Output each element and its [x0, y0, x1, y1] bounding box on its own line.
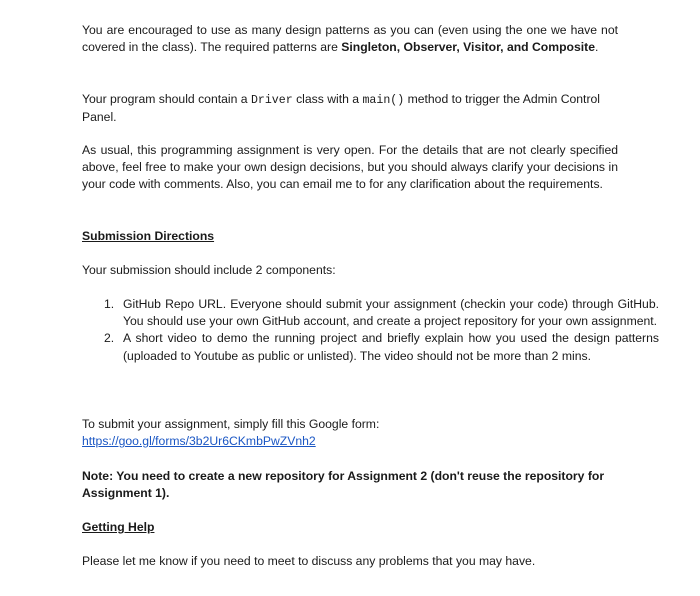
open-assignment-paragraph: As usual, this programming assignment is very open. For the details that are not clearly specified above, feel free to make your own design decisions, but you should always clarify your decisions in your code with comments. Also, you can email me to for any clarification about the requirements.	[82, 143, 618, 192]
list-item	[104, 296, 659, 330]
driver-text-1: Your program should contain a	[82, 92, 251, 106]
submission-list	[82, 296, 659, 365]
form-paragraph	[82, 416, 618, 450]
list-item-text: A short video to demo the running project and briefly explain how you used the design patterns (uploaded to Youtube as public or unlisted). The video should not be more than 2 mins.	[123, 331, 659, 363]
required-patterns: Singleton, Observer, Visitor, and Composite	[341, 40, 595, 55]
list-item-number: 2.	[104, 331, 115, 346]
note-paragraph: Note: You need to create a new repository for Assignment 2 (don't reuse the repository for Assignment 1).	[82, 469, 605, 501]
main-method-code: main()	[362, 94, 405, 107]
list-item	[104, 330, 659, 364]
intro-paragraph	[82, 22, 618, 56]
driver-paragraph	[82, 91, 618, 126]
list-item-number: 1.	[104, 297, 115, 311]
driver-class-code: Driver	[250, 94, 293, 107]
list-item-text: GitHub Repo URL. Everyone should submit your assignment (checkin your code) through GitHub. You should use your own GitHub account, and create a project repository for your own assignment.	[123, 297, 659, 329]
submission-intro: Your submission should include 2 components:	[82, 263, 336, 277]
getting-help-heading: Getting Help	[82, 520, 155, 534]
form-text: To submit your assignment, simply fill this Google form:	[82, 417, 380, 431]
help-paragraph: Please let me know if you need to meet to discuss any problems that you may have.	[82, 554, 536, 568]
driver-text-2: class with a	[292, 92, 363, 106]
google-form-link[interactable]: https://goo.gl/forms/3b2Ur6CKmbPwZVnh2	[82, 434, 316, 449]
driver-text-3: method to trigger the Admin Control Panel.	[82, 92, 600, 125]
submission-heading: Submission Directions	[82, 229, 215, 243]
intro-period: .	[594, 40, 599, 55]
intro-text: You are encouraged to use as many design patterns as you can (even using the one we have not covered in the class). The required patterns are	[82, 23, 618, 55]
